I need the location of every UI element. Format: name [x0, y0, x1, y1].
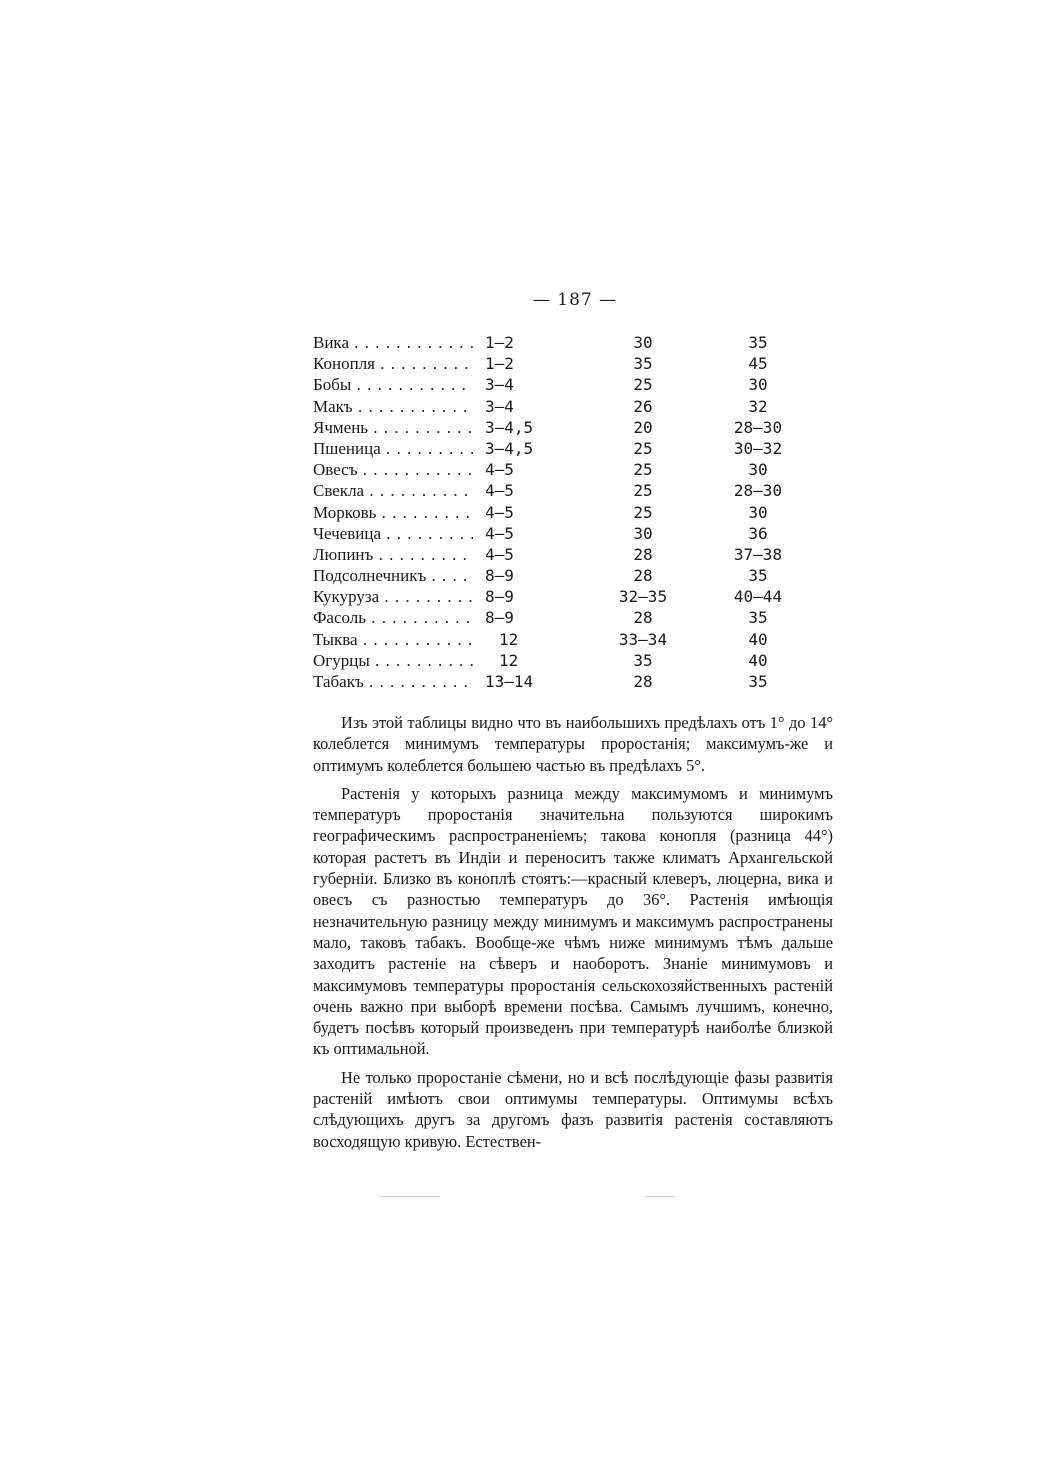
table-row	[313, 586, 833, 607]
paragraph: Изъ этой таблицы видно что въ наибольшихъ предѣлахъ отъ 1° до 14° колеблется минимумъ температуры проростанія; максимумъ-же и оптимумъ колеблется большею частью въ предѣлахъ 5°.	[313, 713, 833, 775]
optimum-temperature: 25	[633, 481, 653, 501]
plant-name: Бобы . . .	[313, 374, 483, 395]
plant-name: Чечевица . . .	[313, 523, 483, 544]
optimum-temperature: 26	[633, 396, 653, 416]
plant-name: Фасоль . . .	[313, 607, 483, 628]
table-row	[313, 607, 833, 628]
minimum-temperature: 3—4	[473, 374, 585, 395]
plant-name: Макъ . . .	[313, 396, 483, 417]
optimum-temperature: 25	[633, 502, 653, 522]
maximum-temperature: 35	[748, 672, 768, 691]
maximum-temperature: 30	[748, 375, 768, 395]
plant-name: Табакъ . . .	[313, 671, 483, 692]
plant-name: Огурцы . . .	[313, 650, 483, 671]
table-row	[313, 353, 833, 374]
maximum-temperature: 28—30	[733, 417, 783, 437]
minimum-temperature: 3—4,5	[473, 438, 585, 459]
maximum-temperature: 30—32	[733, 438, 783, 458]
minimum-temperature: 1—2	[473, 332, 585, 353]
table-row	[313, 438, 833, 459]
maximum-temperature: 35	[748, 608, 768, 628]
minimum-temperature: 4—5	[473, 502, 585, 523]
minimum-temperature: 4—5	[473, 523, 585, 544]
optimum-temperature: 28	[633, 544, 653, 564]
table-row	[313, 565, 833, 586]
plant-name: Морковь . . .	[313, 502, 483, 523]
plant-name: Подсолнечникъ . . .	[313, 565, 483, 586]
germination-temperature-table	[313, 332, 833, 692]
table-row	[313, 629, 833, 650]
plant-name: Свекла . . .	[313, 480, 483, 501]
maximum-temperature: 30	[748, 502, 768, 522]
maximum-temperature: 40	[748, 629, 768, 649]
minimum-temperature: 3—4	[473, 396, 585, 417]
minimum-temperature: 3—4,5	[473, 417, 585, 438]
table-row	[313, 671, 833, 692]
minimum-temperature: 8—9	[473, 565, 585, 586]
minimum-temperature: 4—5	[473, 544, 585, 565]
plant-name: Овесъ . . .	[313, 459, 483, 480]
scan-artifact	[380, 1196, 440, 1197]
table-row	[313, 459, 833, 480]
table-row	[313, 332, 833, 353]
plant-name: Люпинъ . . .	[313, 544, 483, 565]
minimum-temperature: 8—9	[473, 586, 585, 607]
scan-artifact	[645, 1196, 675, 1197]
table-row	[313, 417, 833, 438]
maximum-temperature: 32	[748, 396, 768, 416]
plant-name: Ячмень . . .	[313, 417, 483, 438]
maximum-temperature: 30	[748, 460, 768, 480]
optimum-temperature: 33—34	[618, 629, 668, 649]
maximum-temperature: 28—30	[733, 481, 783, 501]
page-number: — 187 —	[532, 290, 618, 310]
plant-name: Тыква . . .	[313, 629, 483, 650]
plant-name: Пшеница . . .	[313, 438, 483, 459]
optimum-temperature: 32—35	[618, 587, 668, 607]
maximum-temperature: 35	[748, 333, 768, 352]
optimum-temperature: 28	[633, 608, 653, 628]
optimum-temperature: 25	[633, 460, 653, 480]
optimum-temperature: 28	[633, 672, 653, 691]
table-row	[313, 396, 833, 417]
optimum-temperature: 30	[633, 333, 653, 352]
optimum-temperature: 25	[633, 375, 653, 395]
plant-name: Кукуруза . . .	[313, 586, 483, 607]
optimum-temperature: 35	[633, 650, 653, 670]
plant-name: Конопля . . .	[313, 353, 483, 374]
paragraph: Не только проростаніе сѣмени, но и всѣ послѣдующіе фазы развитія растеній имѣютъ свои оптимумы температуры. Оптимумы всѣхъ слѣдующихъ другъ за другомъ фазъ развитія растенія составляютъ восходящую кривую. Естествен-	[313, 1067, 833, 1151]
optimum-temperature: 25	[633, 438, 653, 458]
table-row	[313, 374, 833, 395]
table-row	[313, 650, 833, 671]
paragraph: Растенія у которыхъ разница между максимумомъ и минимумъ температуръ проростанія значительна пользуются широкимъ географическимъ распространеніемъ; такова конопля (разница 44°) которая растетъ въ Индіи и переноситъ также климатъ Архангельской губерніи. Близко въ коноплѣ стоятъ:—красный клеверъ, люцерна, вика и овесъ съ разностью температуръ до 36°. Растенія имѣющія незначительную разницу между минимумъ и максимумъ распространены мало, таковъ табакъ. Вообще-же чѣмъ ниже минимумъ тѣмъ дальше заходитъ растеніе на сѣверъ и наоборотъ. Знаніе минимумовъ и максимумовъ температуры проростанія сельскохозяйственныхъ растеній очень важно при выборѣ времени посѣва. Самымъ лучшимъ, конечно, будетъ посѣвъ который произведенъ при температурѣ наиболѣе близкой къ оптимальной.	[313, 783, 833, 1059]
table-row	[313, 480, 833, 501]
minimum-temperature: 1—2	[473, 353, 585, 374]
plant-name: Вика . . .	[313, 332, 483, 353]
maximum-temperature: 40	[748, 650, 768, 670]
optimum-temperature: 20	[633, 417, 653, 437]
maximum-temperature: 40—44	[733, 587, 783, 607]
minimum-temperature: 12	[473, 629, 599, 650]
table-row	[313, 523, 833, 544]
body-text	[313, 712, 833, 1152]
minimum-temperature: 8—9	[473, 607, 585, 628]
table-row	[313, 502, 833, 523]
minimum-temperature: 4—5	[473, 459, 585, 480]
maximum-temperature: 35	[748, 566, 768, 586]
optimum-temperature: 35	[633, 354, 653, 374]
maximum-temperature: 45	[748, 354, 768, 374]
optimum-temperature: 30	[633, 523, 653, 543]
maximum-temperature: 36	[748, 523, 768, 543]
optimum-temperature: 28	[633, 566, 653, 586]
minimum-temperature: 13—14	[473, 671, 585, 692]
maximum-temperature: 37—38	[733, 544, 783, 564]
table-row	[313, 544, 833, 565]
minimum-temperature: 4—5	[473, 480, 585, 501]
minimum-temperature: 12	[473, 650, 599, 671]
